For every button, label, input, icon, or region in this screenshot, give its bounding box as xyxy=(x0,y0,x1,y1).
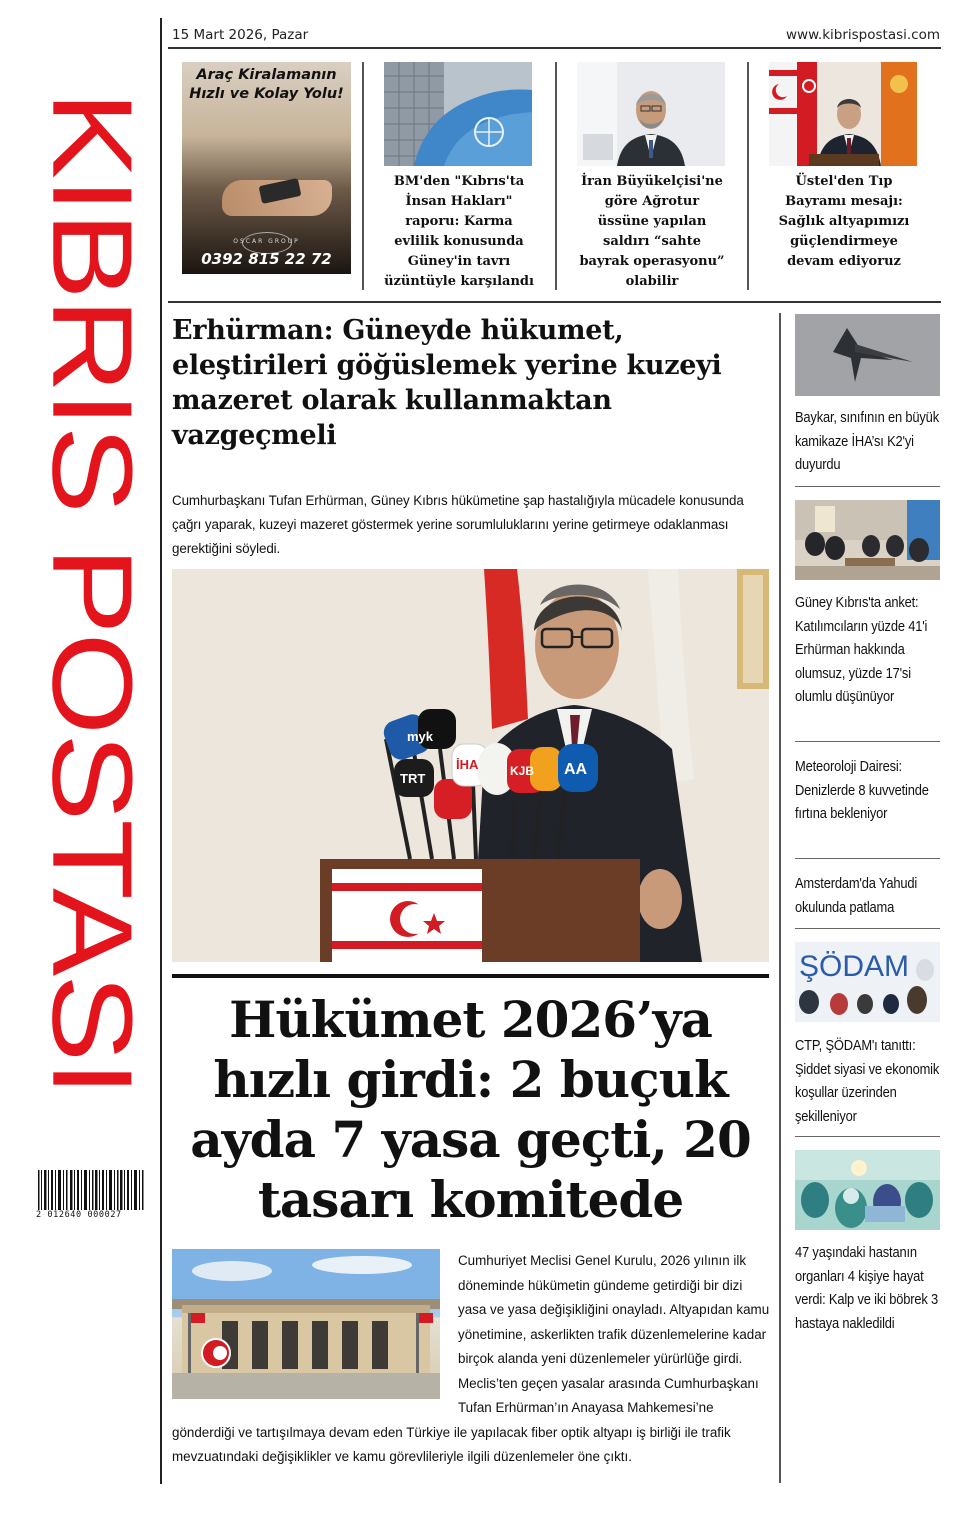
column-divider xyxy=(362,62,364,290)
sidebar-story-text[interactable]: CTP, ŞÖDAM'ı tanıttı: Şiddet siyasi ve ekonomik koşullar üzerinden şekilleniyor xyxy=(795,1037,940,1125)
masthead-logo[interactable]: KIBRIS POSTASI xyxy=(29,91,156,1095)
ustel-photo xyxy=(769,62,917,166)
sidebar-story-text[interactable]: Meteoroloji Dairesi: Denizlerde 8 kuvvetinde fırtına bekleniyor xyxy=(795,758,929,822)
top-story-caption: BM'den "Kıbrıs'ta İnsan Hakları" raporu: Karma evlilik konusunda Güney'in tavrı üzüntüyle karşılandı xyxy=(384,174,534,289)
advert-phone: 0392 815 22 72 xyxy=(201,250,332,268)
drone-photo[interactable] xyxy=(795,314,940,396)
column-divider xyxy=(747,62,749,290)
sidebar-rule xyxy=(795,928,940,929)
ambassador-photo xyxy=(577,62,725,166)
meeting-photo[interactable] xyxy=(795,500,940,580)
sidebar-story-text[interactable]: Amsterdam'da Yahudi okulunda patlama xyxy=(795,875,918,916)
top-story-caption: Üstel'den Tıp Bayramı mesajı: Sağlık altyapımızı güçlendirmeye devam ediyoruz xyxy=(778,174,910,269)
sidebar-rule xyxy=(795,741,940,742)
sodam-photo[interactable] xyxy=(795,942,940,1022)
top-story-ustel-message[interactable] xyxy=(769,62,919,272)
sidebar-rule xyxy=(795,858,940,859)
masthead xyxy=(0,0,158,1514)
mic-label-trt: TRT xyxy=(400,771,426,786)
mic-label-iha: İHA xyxy=(456,757,479,772)
top-story-un-report[interactable] xyxy=(384,62,534,292)
masthead-divider xyxy=(160,18,162,1484)
top-story-iran-ambassador[interactable] xyxy=(577,62,727,292)
headline-rule xyxy=(172,974,769,978)
column-divider xyxy=(555,62,557,290)
sidebar-rule xyxy=(795,486,940,487)
barcode xyxy=(36,1170,148,1220)
issue-date: 15 Mart 2026, Pazar xyxy=(172,27,309,43)
sidebar-divider xyxy=(779,313,781,1483)
lead-headline[interactable]: Erhürman: Güneyde hükumet, eleştirileri göğüslemek yerine kuzeyi mazeret olarak kullanmaktan vazgeçmeli xyxy=(172,315,722,451)
lead-summary: Cumhurbaşkanı Tufan Erhürman, Güney Kıbrıs hükümetine şap hastalığıyla mücadele konusunda çağrı yaparak, kuzeyi mazeret göstermek yerine sorumluluklarını yerine getirmeye odaklanması gerektiğini söyledi. xyxy=(172,493,744,556)
barcode-bars xyxy=(36,1170,148,1210)
advert-headline: Araç Kiralamanın Hızlı ve Kolay Yolu! xyxy=(189,67,344,102)
sodam-sign-text: ŞÖDAM xyxy=(799,950,910,983)
mic-label-myk: myk xyxy=(407,729,434,744)
barcode-number: 2 012640 000027 xyxy=(36,1210,122,1220)
website-link[interactable]: www.kibrispostasi.com xyxy=(786,27,940,43)
surgery-photo[interactable] xyxy=(795,1150,940,1230)
second-headline[interactable]: Hükümet 2026’ya hızlı girdi: 2 buçuk ayda 7 yasa geçti, 20 tasarı komitede xyxy=(190,990,751,1229)
mic-label-kjb: KJB xyxy=(510,764,535,778)
top-divider xyxy=(168,47,941,49)
section-divider xyxy=(168,301,941,303)
advert-brand: OSCAR GROUP xyxy=(233,238,300,245)
parliament-building-photo[interactable] xyxy=(172,1249,440,1399)
sidebar-story-text[interactable]: 47 yaşındaki hastanın organları 4 kişiye hayat verdi: Kalp ve iki böbrek 3 hastaya nakledildi xyxy=(795,1244,939,1332)
sidebar-story-text[interactable]: Güney Kıbrıs'ta anket: Katılımcıların yüzde 41'i Erhürman hakkında olumsuz, yüzde 17'si olumlu düşünüyor xyxy=(795,594,928,705)
lead-photo-erhurman-podium[interactable] xyxy=(172,569,769,962)
sidebar-story-text[interactable]: Baykar, sınıfının en büyük kamikaze İHA’sı K2'yi duyurdu xyxy=(795,409,939,473)
un-flag-photo xyxy=(384,62,532,166)
mic-label-aa: AA xyxy=(564,761,588,778)
top-story-caption: İran Büyükelçisi'ne göre Ağrotur üssüne yapılan saldırı “sahte bayrak operasyonu” olabilir xyxy=(579,174,725,289)
second-story-body: Cumhuriyet Meclisi Genel Kurulu, 2026 yılının ilk döneminde hükümetin gündeme getirdiği bir dizi yasa ve yasa değişikliğini onayladı. Altyapıdan kamu yönetimine, askerlikten trafik düzenlemelerine kadar birçok alanda yeni düzenlemeler yürürlüğe girdi. Meclis’ten geçen yasalar arasında Cumhurbaşkanı Tufan Erhürman’ın Anayasa Mahkemesi’ne gönderdiği ve tartışılmaya devam eden Türkiye ile yapılacak fiber optik altyapı iş birliği ile trafik mevzuatındaki değişiklikler ve kamu görevlileriyle ilgili düzenlemeler öne çıktı. xyxy=(172,1253,770,1464)
car-rental-advert[interactable] xyxy=(182,62,351,274)
sidebar-rule xyxy=(795,1136,940,1137)
